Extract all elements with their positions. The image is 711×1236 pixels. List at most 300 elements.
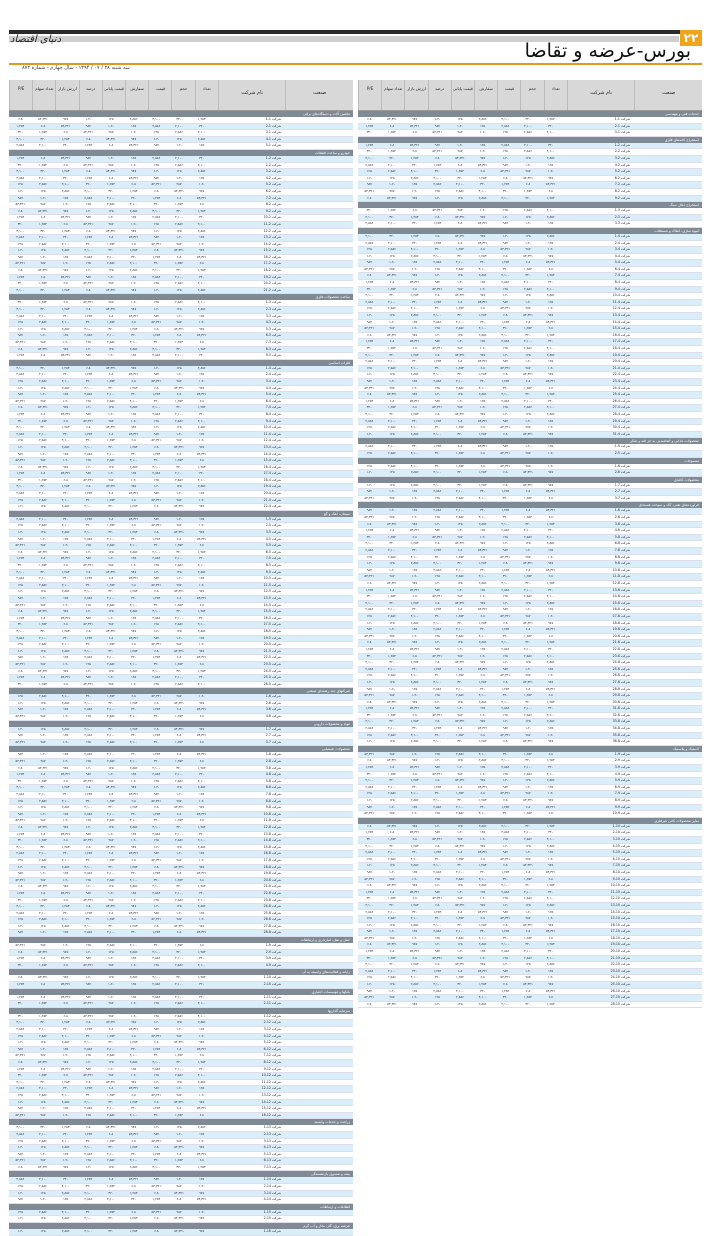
cell-value: ۴,۱۰۰ [16,136,25,141]
cell-value: ۶.۸ [435,352,440,357]
cell-value: -۱.۲ [130,477,137,482]
cell-company: شرکت 8-26 [612,673,630,678]
cell-value: ۱۲۵ [131,155,137,160]
cell-value: ۱۲۵ [108,405,114,410]
cell-industry [632,785,702,791]
cell-value: ۹۸۷ [480,600,486,605]
cell-industry [632,196,702,202]
cell-value: ۳۲۰ [108,864,114,869]
cell-value: ۲,۸۵۶ [546,214,555,219]
cell-value: ۹۸۷ [153,516,159,521]
cell-value: ۲,۸۵۶ [16,635,25,640]
cell-value: ۵۴,۳۲۱ [174,1190,184,1195]
cell-industry [283,772,353,778]
cell-value: ۱۲۵ [40,188,46,193]
cell-value: ۶.۸ [389,830,395,835]
cell-industry [632,451,702,457]
cell-company: شرکت 8-25 [263,910,281,915]
table-row [358,247,702,254]
cell-value: ۹۸۷ [176,642,182,647]
cell-value: -۱.۲ [434,883,441,888]
cell-value: ۱,۲۵۴ [365,142,374,147]
cell-company: شرکت 12-9 [263,1066,281,1071]
cell-value: ۱۲۵ [108,884,114,889]
cell-value: ۴,۱۰۰ [456,508,464,513]
cell-value: ۴,۱۰۰ [388,607,396,612]
cell-value: ۴,۱۰۰ [61,1184,70,1189]
cell-value: ۱,۲۵۴ [16,982,25,987]
cell-industry [632,772,702,778]
cell-value: ۱۲۵ [480,528,486,533]
cell-value: ۶.۸ [367,823,372,828]
cell-industry [283,229,353,235]
table-row [358,267,702,274]
table-row [9,1229,353,1236]
table-row [358,863,702,870]
section-header: محصولات کاغذی [358,477,702,483]
cell-value: ۱,۲۵۴ [129,726,138,731]
cell-value: ۱,۲۵۴ [478,431,487,436]
cell-value: ۴,۱۰۰ [433,372,442,377]
cell-industry [283,504,353,510]
cell-value: ۱,۲۵۴ [152,752,161,757]
cell-value: ۴,۱۰۰ [152,765,161,770]
cell-value: ۵۴,۳۲۱ [523,561,533,566]
cell-value: ۳۲۰ [176,464,182,469]
cell-industry [632,156,702,162]
cell-value: ۱۲۵ [548,299,554,304]
cell-industry [632,300,702,306]
table-row [9,982,353,989]
cell-industry [283,517,353,523]
cell-value: ۲,۸۵۶ [388,365,396,370]
cell-company: شرکت 9-7 [614,791,630,796]
cell-value: -۱.۲ [411,574,418,579]
cell-value: ۱,۲۵۴ [61,844,70,849]
cell-company: شرکت 1-3 [265,130,281,135]
cell-company: شرکت 8-4 [614,528,630,533]
cell-company: شرکت 8-14 [612,594,630,599]
cell-value: ۳۲۰ [412,299,418,304]
cell-industry [283,281,353,287]
table-row [358,798,702,805]
cell-value: ۱,۲۵۴ [39,681,47,686]
table-row [358,1002,702,1009]
cell-value: ۴,۱۰۰ [61,1092,70,1097]
cell-value: ۹۸۷ [199,1190,205,1195]
cell-value: ۳۲۰ [199,471,205,476]
section-header: رایانه و فعالیت‌های وابسته به آن [9,969,353,975]
cell-value: ۳۲۰ [108,1145,114,1150]
cell-value: ۴,۱۰۰ [175,1066,183,1071]
cell-value: ۹۸۷ [176,438,182,443]
section-header: ماشین آلات و دستگاه‌های برقی [9,111,353,117]
cell-value: ۵۴,۳۲۱ [387,332,397,337]
cell-value: ۹۸۷ [108,1001,114,1006]
cell-value: ۵۴,۳۲۱ [151,241,162,246]
cell-industry [283,130,353,136]
cell-value: ۱,۲۵۴ [16,556,25,561]
cell-value: ۳۲۰ [412,240,418,245]
cell-value: ۱,۲۵۴ [175,543,183,548]
cell-value: ۱,۲۵۴ [524,188,532,193]
table-row [9,255,353,262]
cell-value: ۵۴,۳۲۱ [432,149,443,154]
cell-value: ۱۲۵ [40,1229,46,1234]
cell-value: ۲,۸۵۶ [501,949,510,954]
cell-company: شرکت 6-3 [265,707,281,712]
cell-value: ۲,۸۵۶ [39,917,47,922]
cell-value: ۳۲۰ [412,909,418,914]
cell-value: ۵۴,۳۲۱ [174,589,184,594]
cell-value: ۴,۱۰۰ [524,587,532,592]
cell-value: ۹۸۷ [548,679,554,684]
cell-value: ۲,۸۵۶ [84,1197,93,1202]
cell-value: ۶.۸ [548,633,553,638]
cell-value: ۱۲۵ [412,929,418,934]
cell-company: شرکت 3-3 [265,313,281,318]
cell-value: ۲,۸۵۶ [16,576,25,581]
cell-company: شرکت 8-25 [612,666,630,671]
cell-value: ۶.۸ [63,1073,68,1078]
cell-value: ۳۲۰ [412,162,418,167]
cell-value: ۱۲۵ [153,622,159,627]
cell-value: ۴,۱۰۰ [84,248,93,253]
cell-industry [632,824,702,830]
cell-value: ۵۴,۳۲۱ [432,130,443,135]
cell-industry [632,163,702,169]
cell-industry [283,156,353,162]
table-row [9,379,353,386]
cell-company: شرکت 8-22 [612,646,630,651]
cell-value: ۶.۸ [86,1079,91,1084]
cell-value: -۱.۲ [434,581,441,585]
cell-value: ۹۸۷ [502,299,508,304]
cell-value: ۱۲۵ [63,195,69,200]
cell-value: ۱۲۵ [366,916,372,921]
cell-industry [283,1086,353,1092]
cell-value: ۳۲۰ [480,627,486,632]
cell-value: ۴,۱۰۰ [410,732,419,737]
cell-value: ۹۸۷ [199,1216,205,1221]
cell-value: ۳۲۰ [525,581,531,585]
cell-value: ۳۲۰ [40,1125,46,1130]
cell-company: شرکت 7-3 [265,739,281,744]
cell-value: ۱,۲۵۴ [39,962,47,967]
table-row [9,649,353,656]
cell-industry [283,255,353,261]
cell-value: ۱,۲۵۴ [175,943,183,948]
cell-value: ۳۲۰ [153,202,159,207]
cell-value: -۱.۲ [502,778,509,783]
cell-value: ۹۸۷ [63,549,69,554]
table-row [358,627,702,634]
cell-value: ۵۴,۳۲۱ [545,804,556,809]
cell-value: -۱.۲ [479,771,486,776]
cell-value: ۴,۱۰۰ [61,694,70,699]
cell-value: ۴,۱۰۰ [61,378,70,383]
cell-value: -۱.۲ [17,1190,24,1195]
cell-value: ۶.۸ [503,253,508,258]
cell-industry [632,844,702,850]
section-header: لاستیک و پلاستیک [358,746,702,752]
cell-value: -۱.۲ [547,365,554,370]
cell-industry [632,176,702,182]
cell-value: -۱.۲ [108,772,114,777]
cell-value: -۱.۲ [547,975,554,980]
table-row [358,607,702,614]
cell-value: ۲,۸۵۶ [388,425,396,430]
cell-value: ۵۴,۳۲۱ [364,751,375,756]
cell-industry [283,202,353,208]
cell-value: ۱,۲۵۴ [129,589,138,594]
cell-value: ۱,۲۵۴ [433,968,442,973]
cell-industry [632,726,702,732]
cell-value: ۱۲۵ [548,850,554,855]
cell-value: ۲,۸۵۶ [388,450,396,455]
cell-value: ۱,۲۵۴ [175,661,183,666]
cell-value: ۳۲۰ [176,668,182,673]
cell-value: -۱.۲ [62,1158,69,1163]
cell-value: ۳۲۰ [40,287,46,292]
cell-company: شرکت 1-2 [265,123,281,128]
table-row [9,1184,353,1191]
cell-value: ۹۸۷ [176,1184,182,1189]
cell-value: ۲,۸۵۶ [61,589,70,594]
cell-value: ۹۸۷ [457,405,463,410]
cell-value: ۴,۱۰۰ [84,805,93,810]
cell-value: ۹۸۷ [176,378,182,383]
cell-value: ۶.۸ [154,1099,159,1104]
cell-value: ۱,۲۵۴ [546,883,555,888]
cell-value: ۹۸۷ [412,392,418,397]
cell-value: ۱,۲۵۴ [524,693,532,698]
cell-company: شرکت 10-1 [263,975,281,980]
cell-value: ۹۸۷ [502,726,508,731]
cell-value: ۵۴,۳۲۱ [387,699,397,704]
cell-value: ۱,۲۵۴ [388,836,396,841]
cell-value: ۲,۸۵۶ [61,248,70,253]
cell-company: شرکت 4-7 [265,405,281,410]
cell-company: شرکت 10-10 [610,883,630,888]
cell-value: ۴,۱۰۰ [39,372,47,377]
cell-value: ۹۸۷ [40,202,46,207]
cell-value: ۱,۲۵۴ [501,378,510,383]
section-header: شرکتهای چند رشته‌ای صنعتی [9,688,353,694]
cell-value: ۱۲۵ [434,751,440,756]
table-row [358,386,702,393]
cell-value: ۲,۸۵۶ [478,1001,487,1006]
cell-value: -۱.۲ [547,916,554,921]
cell-value: ۱,۲۵۴ [197,464,206,469]
cell-value: ۴,۱۰۰ [175,215,183,220]
cell-industry [283,963,353,969]
cell-value: ۶.۸ [548,811,553,816]
cell-value: ۱۲۵ [85,340,91,344]
cell-value: ۹۸۷ [131,904,137,909]
top-rule [9,30,702,34]
cell-company: شرکت 13-5 [263,1151,281,1156]
table-row [358,601,702,608]
cell-value: ۲,۸۵۶ [129,609,138,614]
cell-value: -۱.۲ [434,942,441,947]
cell-value: -۱.۲ [479,130,486,135]
cell-value: ۱۲۵ [199,516,205,521]
cell-industry [283,215,353,221]
cell-value: ۱,۲۵۴ [524,326,532,331]
cell-value: ۱,۲۵۴ [152,392,161,397]
cell-value: ۳۲۰ [366,653,372,658]
cell-value: ۱۲۵ [366,554,372,559]
cell-industry [283,1191,353,1197]
table-row [9,176,353,183]
cell-value: ۶.۸ [199,714,204,719]
cell-industry [632,687,702,693]
cell-value: ۴,۱۰۰ [410,916,419,921]
cell-value: ۹۸۷ [40,759,46,764]
cell-value: -۱.۲ [502,155,509,160]
cell-company: شرکت 4-23 [612,378,630,383]
cell-value: ۳۲۰ [434,463,440,468]
cell-value: ۴,۱۰۰ [433,482,442,487]
cell-company: شرکت 10-1 [612,823,630,828]
cell-industry [632,143,702,149]
cell-industry [283,904,353,910]
cell-value: ۳۲۰ [40,785,46,790]
cell-value: ۴,۱۰۰ [39,1177,47,1182]
table-row [9,347,353,354]
cell-value: ۳۲۰ [63,910,69,915]
cell-value: ۴,۱۰۰ [456,567,464,572]
cell-value: ۳۲۰ [434,673,440,678]
cell-company: شرکت 2-21 [263,287,281,292]
cell-value: ۱۲۵ [525,778,531,783]
cell-value: ۱۲۵ [457,699,463,704]
cell-value: ۱۲۵ [176,425,182,430]
cell-company: شرکت 4-13 [263,444,281,449]
section-header: استخراج کانه‌های فلزی [358,137,702,143]
cell-value: ۱۲۵ [199,235,205,240]
cell-value: ۱,۲۵۴ [129,700,138,705]
cell-company: شرکت 3-4 [265,320,281,325]
cell-value: -۱.۲ [389,182,395,187]
cell-value: ۲,۸۵۶ [433,627,442,632]
cell-value: ۹۸۷ [412,699,418,704]
cell-value: -۱.۲ [130,681,137,686]
cell-value: ۱۲۵ [17,642,23,647]
cell-value: ۹۸۷ [199,1145,205,1150]
cell-value: ۵۴,۳۲۱ [387,117,397,121]
cell-value: ۱,۲۵۴ [456,450,464,455]
cell-value: ۱۲۵ [502,534,508,539]
cell-value: ۱,۲۵۴ [365,889,374,894]
table-row [358,464,702,471]
table-body [358,111,702,1008]
cell-value: ۹۸۷ [366,929,372,934]
cell-value: -۱.۲ [502,600,509,605]
cell-value: ۹۸۷ [153,1027,159,1031]
cell-industry [283,372,353,378]
cell-value: ۶.۸ [457,221,463,226]
cell-value: ۳۲۰ [525,758,531,763]
cell-company: شرکت 2-6 [265,188,281,193]
cell-value: ۳۲۰ [502,188,508,193]
cell-value: ۱۲۵ [434,515,440,520]
cell-value: ۹۸۷ [457,534,463,539]
table-row [358,169,702,176]
cell-value: ۲,۸۵۶ [129,884,138,889]
table-row [358,273,702,280]
cell-value: ۹۸۷ [434,889,440,894]
cell-value: ۲,۸۵۶ [478,640,487,645]
cell-value: ۵۴,۳۲۱ [128,851,139,856]
cell-value: ۵۴,۳۲۱ [387,1001,397,1006]
cell-value: ۱,۲۵۴ [365,706,374,711]
cell-industry [283,523,353,529]
cell-value: ۱۲۵ [131,123,137,128]
cell-value: ۳۲۰ [412,221,418,226]
cell-value: ۶.۸ [63,300,68,305]
cell-value: ۴,۱۰۰ [501,942,510,947]
cell-value: ۶.۸ [480,554,485,559]
cell-value: ۹۸۷ [434,123,440,128]
cell-value: ۳۲۰ [131,707,137,712]
cell-value: ۴,۱۰۰ [129,458,138,463]
cell-value: ۵۴,۳۲۱ [455,660,465,665]
cell-value: ۳۲۰ [548,142,554,147]
cell-value: ۵۴,۳۲۱ [387,273,397,278]
cell-company: شرکت 6-2 [265,700,281,705]
cell-company: شرکت 8-24 [612,660,630,665]
cell-value: ۱,۲۵۴ [152,1106,161,1111]
cell-company: شرکت 1-1 [265,117,281,121]
cell-value: ۹۸۷ [153,851,159,856]
table-row [9,701,353,708]
cell-value: ۱۲۵ [412,567,418,572]
table-row [9,550,353,557]
cell-industry [283,556,353,562]
cell-value: ۵۴,۳۲۱ [106,365,116,370]
cell-value: ۲,۸۵۶ [84,1151,93,1156]
cell-company: شرکت 8-21 [612,640,630,645]
cell-value: ۱۲۵ [480,123,486,128]
cell-value: ۱۲۵ [199,910,205,915]
cell-value: ۴,۱۰۰ [197,897,206,902]
cell-industry [283,1073,353,1079]
cell-value: ۳۲۰ [108,589,114,594]
cell-value: ۲,۸۵۶ [433,567,442,572]
cell-value: ۱,۲۵۴ [456,975,464,980]
cell-value: ۴,۱۰۰ [129,340,138,344]
table-row [358,234,702,241]
cell-value: ۹۸۷ [40,340,46,344]
cell-value: ۱,۲۵۴ [524,935,532,940]
cell-value: ۵۴,۳۲۱ [151,320,162,325]
cell-industry [632,719,702,725]
table-row [9,137,353,144]
cell-value: ۴,۱۰۰ [16,484,25,489]
cell-value: ۱۲۵ [131,215,137,220]
cell-value: ۲,۸۵۶ [433,869,442,874]
cell-value: ۴,۱۰۰ [61,582,70,587]
cell-value: ۵۴,۳۲۱ [38,208,48,213]
cell-value: ۴,۱۰۰ [501,392,510,397]
cell-industry [283,975,353,981]
cell-value: ۶.۸ [199,818,204,823]
cell-value: ۶.۸ [154,326,159,331]
cell-value: -۱.۲ [502,719,509,724]
cell-value: -۱.۲ [108,831,114,836]
